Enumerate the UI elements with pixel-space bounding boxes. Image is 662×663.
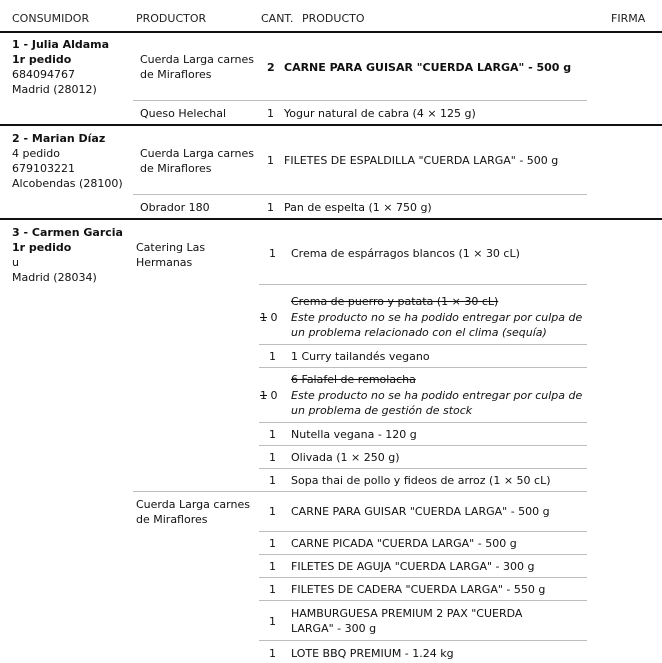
producer-name: de Miraflores (140, 68, 212, 81)
row-divider (133, 491, 587, 492)
producer-name: Hermanas (136, 256, 193, 269)
item-qty: 1 (267, 201, 274, 214)
consumer-phone: 684094767 (12, 68, 75, 81)
item-qty-old: 1 (260, 389, 267, 402)
item-qty: 1 (269, 451, 276, 464)
item-product: FILETES DE ESPALDILLA "CUERDA LARGA" - 500 g (284, 154, 559, 167)
item-product: Pan de espelta (1 × 750 g) (284, 201, 432, 214)
item-qty: 1 (269, 537, 276, 550)
item-product: Nutella vegana - 120 g (291, 428, 417, 441)
row-divider (259, 554, 587, 555)
item-product: FILETES DE AGUJA "CUERDA LARGA" - 300 g (291, 560, 535, 573)
consumer-name: 3 - Carmen Garcia (12, 226, 123, 239)
consumer-orders: 4 pedido (12, 147, 60, 160)
row-divider (259, 577, 587, 578)
item-product: Crema de espárragos blancos (1 × 30 cL) (291, 247, 520, 260)
row-divider (259, 600, 587, 601)
item-product: Yogur natural de cabra (4 × 125 g) (284, 107, 476, 120)
consumer-phone: u (12, 256, 19, 269)
consumer-phone: 679103221 (12, 162, 75, 175)
consumer-name: 2 - Marian Díaz (12, 132, 106, 145)
producer-name: Cuerda Larga carnes (136, 498, 250, 511)
header-divider (0, 31, 662, 33)
item-product: LOTE BBQ PREMIUM - 1.24 kg (291, 647, 454, 660)
item-qty: 0 (270, 389, 278, 402)
item-product: CARNE PICADA "CUERDA LARGA" - 500 g (291, 537, 517, 550)
item-note: Este producto no se ha podido entregar por culpa de (291, 389, 583, 402)
item-qty: 1 (269, 647, 276, 660)
consumer-city: Alcobendas (28100) (12, 177, 123, 190)
item-qty: 2 (267, 61, 275, 74)
item-note: Este producto no se ha podido entregar por culpa de (291, 311, 583, 324)
consumer-divider (0, 124, 662, 126)
header-consumer: CONSUMIDOR (12, 12, 90, 25)
row-divider (259, 422, 587, 423)
header-product: PRODUCTO (302, 12, 365, 25)
header-signature: FIRMA (611, 12, 646, 25)
producer-name: Catering Las (136, 241, 206, 254)
consumer-city: Madrid (28034) (12, 271, 97, 284)
row-divider (259, 284, 587, 285)
item-note: un problema relacionado con el clima (sequía) (291, 326, 547, 339)
item-qty: 1 (267, 107, 274, 120)
item-qty: 1 (269, 350, 276, 363)
item-product: 1 Curry tailandés vegano (291, 350, 430, 363)
item-qty: 1 (267, 154, 274, 167)
item-qty-old: 1 (260, 311, 267, 324)
item-qty: 0 (270, 311, 278, 324)
item-qty-change (260, 388, 278, 403)
consumer-city: Madrid (28012) (12, 83, 97, 96)
producer-name: Cuerda Larga carnes (140, 53, 254, 66)
item-product: CARNE PARA GUISAR "CUERDA LARGA" - 500 g (291, 505, 550, 518)
item-product-cancelled: Crema de puerro y patata (1 × 30 cL) (291, 295, 499, 308)
producer-name: Queso Helechal (140, 107, 227, 120)
row-divider (133, 194, 587, 195)
item-qty: 1 (269, 505, 276, 518)
item-product: LARGA" - 300 g (291, 622, 377, 635)
producer-name: de Miraflores (140, 162, 212, 175)
row-divider (259, 640, 587, 641)
item-qty: 1 (269, 474, 276, 487)
item-product: HAMBURGUESA PREMIUM 2 PAX "CUERDA (291, 607, 523, 620)
row-divider (259, 468, 587, 469)
item-note: un problema de gestión de stock (291, 404, 473, 417)
item-product: CARNE PARA GUISAR "CUERDA LARGA" - 500 g (284, 61, 572, 74)
item-product-cancelled: 6 Falafel de remolacha (291, 373, 416, 386)
consumer-orders: 1r pedido (12, 241, 72, 254)
row-divider (259, 445, 587, 446)
row-divider (259, 344, 587, 345)
consumer-orders: 1r pedido (12, 53, 72, 66)
producer-name: de Miraflores (136, 513, 208, 526)
item-qty: 1 (269, 615, 276, 628)
item-qty: 1 (269, 560, 276, 573)
item-product: Sopa thai de pollo y fideos de arroz (1 × 50 cL) (291, 474, 551, 487)
row-divider (133, 100, 587, 101)
producer-name: Obrador 180 (140, 201, 210, 214)
item-qty-change (260, 310, 278, 325)
item-product: FILETES DE CADERA "CUERDA LARGA" - 550 g (291, 583, 546, 596)
item-qty: 1 (269, 428, 276, 441)
item-qty: 1 (269, 247, 276, 260)
row-divider (259, 367, 587, 368)
header-qty: CANT. (261, 12, 294, 25)
consumer-name: 1 - Julia Aldama (12, 38, 110, 51)
producer-name: Cuerda Larga carnes (140, 147, 254, 160)
item-qty: 1 (269, 583, 276, 596)
consumer-divider (0, 218, 662, 220)
row-divider (259, 531, 587, 532)
item-product: Olivada (1 × 250 g) (291, 451, 400, 464)
header-producer: PRODUCTOR (136, 12, 207, 25)
